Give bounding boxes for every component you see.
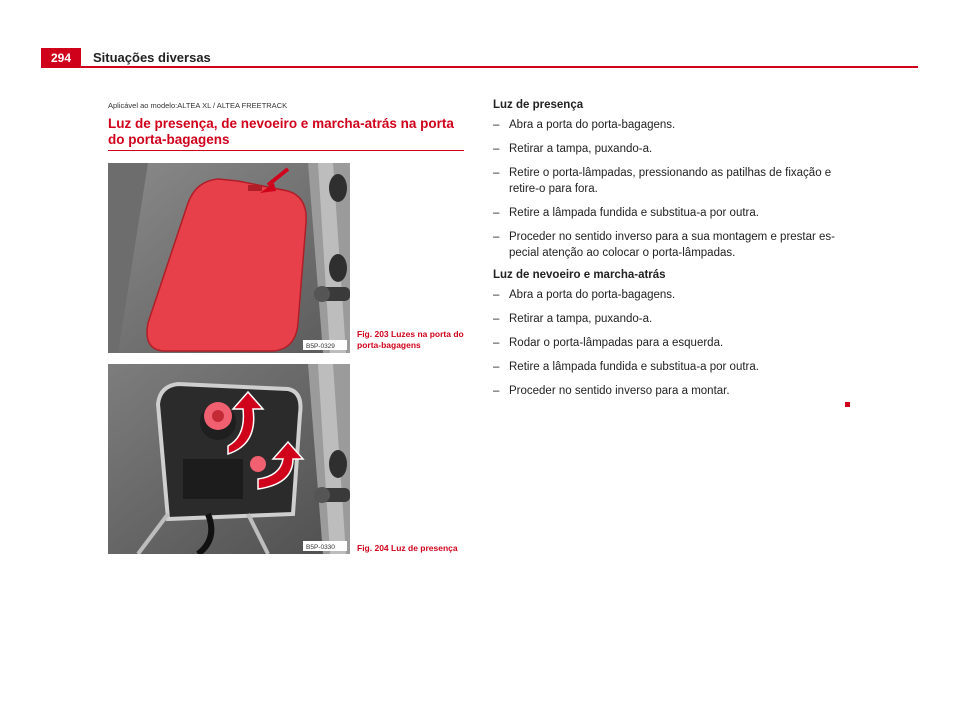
bulb-holder-illustration: [108, 364, 350, 554]
list-dash: –: [493, 313, 500, 325]
figure-204-code: B5P-0330: [306, 544, 335, 551]
list-dash: –: [493, 231, 500, 243]
list-dash: –: [493, 337, 500, 349]
page-number: 294: [41, 48, 81, 68]
list-dash: –: [493, 361, 500, 373]
figure-203-caption: Fig. 203 Luzes na porta do porta-bagagens: [357, 329, 464, 350]
list-item: [493, 229, 853, 261]
instructions-column: [493, 99, 853, 407]
page-header-title: Situações diversas: [93, 50, 211, 65]
header-rule: [41, 66, 918, 68]
step-text: Proceder no sentido inverso para a sua montagem e prestar es-pecial atenção ao colocar o porta-lâmpadas.: [509, 231, 836, 259]
figure-204-caption: Fig. 204 Luz de presença: [357, 543, 458, 553]
list-dash: –: [493, 385, 500, 397]
figure-203-image: [108, 163, 350, 353]
fog-reverse-light-steps: [493, 287, 853, 399]
list-item: [493, 383, 853, 399]
step-text: Retire o porta-lâmpadas, pressionando as patilhas de fixação e retire-o para fora.: [509, 167, 832, 195]
section-title: Luz de presença, de nevoeiro e marcha-atrás na porta do porta-bagagens: [108, 116, 454, 147]
list-item: [493, 359, 853, 375]
fog-reverse-light-heading: Luz de nevoeiro e marcha-atrás: [493, 269, 666, 281]
step-text: Retire a lâmpada fundida e substitua-a por outra.: [509, 207, 759, 219]
step-text: Retirar a tampa, puxando-a.: [509, 313, 653, 325]
list-item: [493, 287, 853, 303]
figure-204-image: [108, 364, 350, 554]
list-item: [493, 165, 853, 197]
tailgate-cover-illustration: [108, 163, 350, 353]
list-item: [493, 335, 853, 351]
list-dash: –: [493, 143, 500, 155]
list-dash: –: [493, 289, 500, 301]
list-item: [493, 311, 853, 327]
step-text: Rodar o porta-lâmpadas para a esquerda.: [509, 337, 724, 349]
list-item: [493, 141, 853, 157]
applicable-models: Aplicável ao modelo:ALTEA XL / ALTEA FREETRACK: [108, 101, 288, 110]
figure-203-code: B5P-0329: [306, 343, 335, 350]
list-dash: –: [493, 207, 500, 219]
step-text: Retire a lâmpada fundida e substitua-a por outra.: [509, 361, 759, 373]
step-text: Proceder no sentido inverso para a montar.: [509, 385, 730, 397]
parking-light-heading: Luz de presença: [493, 99, 584, 111]
list-item: [493, 117, 853, 133]
list-item: [493, 205, 853, 221]
parking-light-steps: [493, 117, 853, 261]
step-text: Abra a porta do porta-bagagens.: [509, 119, 676, 131]
step-text: Abra a porta do porta-bagagens.: [509, 289, 676, 301]
step-text: Retirar a tampa, puxando-a.: [509, 143, 653, 155]
section-rule: [108, 150, 464, 151]
list-dash: –: [493, 119, 500, 131]
list-dash: –: [493, 167, 500, 179]
section-end-mark: [845, 402, 850, 407]
